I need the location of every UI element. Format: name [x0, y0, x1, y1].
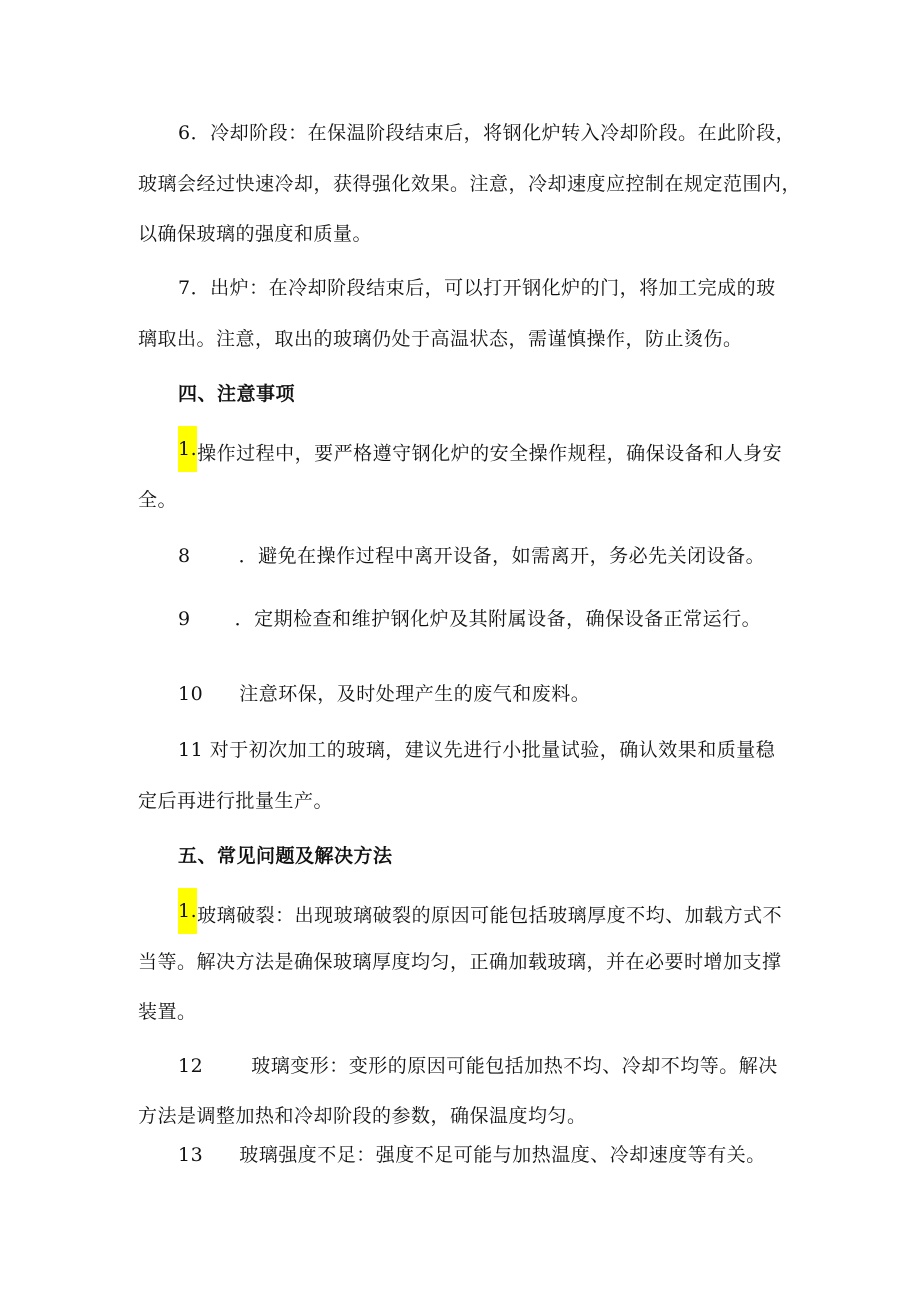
item-7-line-2: 璃取出。注意，取出的玻璃仍处于高温状态，需谨慎操作，防止烫伤。 — [138, 328, 743, 350]
highlighted-number: 1. — [178, 426, 197, 472]
item-text: 对于初次加工的玻璃，建议先进行小批量试验，确认效果和质量稳 — [209, 739, 776, 761]
note-1-line-1 — [178, 437, 782, 472]
problem-1-line-3: 装置。 — [138, 1001, 197, 1023]
item-number: 10 — [178, 683, 204, 705]
problem-1-line-1 — [178, 899, 782, 934]
item-text: ．出炉：在冷却阶段结束后，可以打开钢化炉的门，将加工完成的玻 — [190, 277, 776, 299]
item-12-line-1 — [178, 1054, 778, 1078]
item-number: 7 — [178, 277, 191, 299]
item-number: 8 — [178, 545, 191, 567]
item-number: 6 — [178, 122, 191, 144]
item-12-line-2: 方法是调整加热和冷却阶段的参数，确保温度均匀。 — [138, 1105, 587, 1127]
item-number: 9 — [178, 608, 191, 630]
item-text: ．冷却阶段：在保温阶段结束后，将钢化炉转入冷却阶段。在此阶段， — [190, 122, 796, 144]
item-11-line-1 — [178, 738, 775, 762]
section-heading-5: 五、常见问题及解决方法 — [178, 845, 393, 867]
item-13-line — [178, 1143, 766, 1167]
item-number: 12 — [178, 1055, 204, 1077]
item-number: 13 — [178, 1144, 204, 1166]
item-6-line-1 — [178, 121, 795, 145]
item-6-line-3: 以确保玻璃的强度和质量。 — [138, 223, 373, 245]
item-9-line — [178, 607, 761, 631]
item-text: 注意环保，及时处理产生的废气和废料。 — [239, 683, 591, 705]
item-text: ．避免在操作过程中离开设备，如需离开，务必先关闭设备。 — [238, 545, 766, 567]
item-10-line — [178, 682, 590, 706]
item-number: 11 — [178, 739, 204, 761]
problem-1-line-2: 当等。解决方法是确保玻璃厚度均匀，正确加载玻璃，并在必要时增加支撑 — [138, 951, 782, 973]
item-6-line-2: 玻璃会经过快速冷却，获得强化效果。注意，冷却速度应控制在规定范围内， — [138, 173, 802, 195]
item-text: 玻璃强度不足：强度不足可能与加热温度、冷却速度等有关。 — [239, 1144, 766, 1166]
item-11-line-2: 定后再进行批量生产。 — [138, 790, 334, 812]
note-1-line-2: 全。 — [138, 489, 178, 511]
highlighted-number: 1. — [178, 888, 197, 934]
section-heading-4: 四、注意事项 — [178, 383, 296, 405]
item-text: ．定期检查和维护钢化炉及其附属设备，确保设备正常运行。 — [234, 608, 762, 630]
item-text: 玻璃变形：变形的原因可能包括加热不均、冷却不均等。解决 — [251, 1055, 778, 1077]
item-7-line-1 — [178, 276, 776, 300]
item-8-line — [178, 544, 765, 568]
item-text: 玻璃破裂：出现玻璃破裂的原因可能包括玻璃厚度不均、加载方式不 — [197, 904, 783, 927]
item-text: 操作过程中，要严格遵守钢化炉的安全操作规程，确保设备和人身安 — [197, 442, 783, 465]
